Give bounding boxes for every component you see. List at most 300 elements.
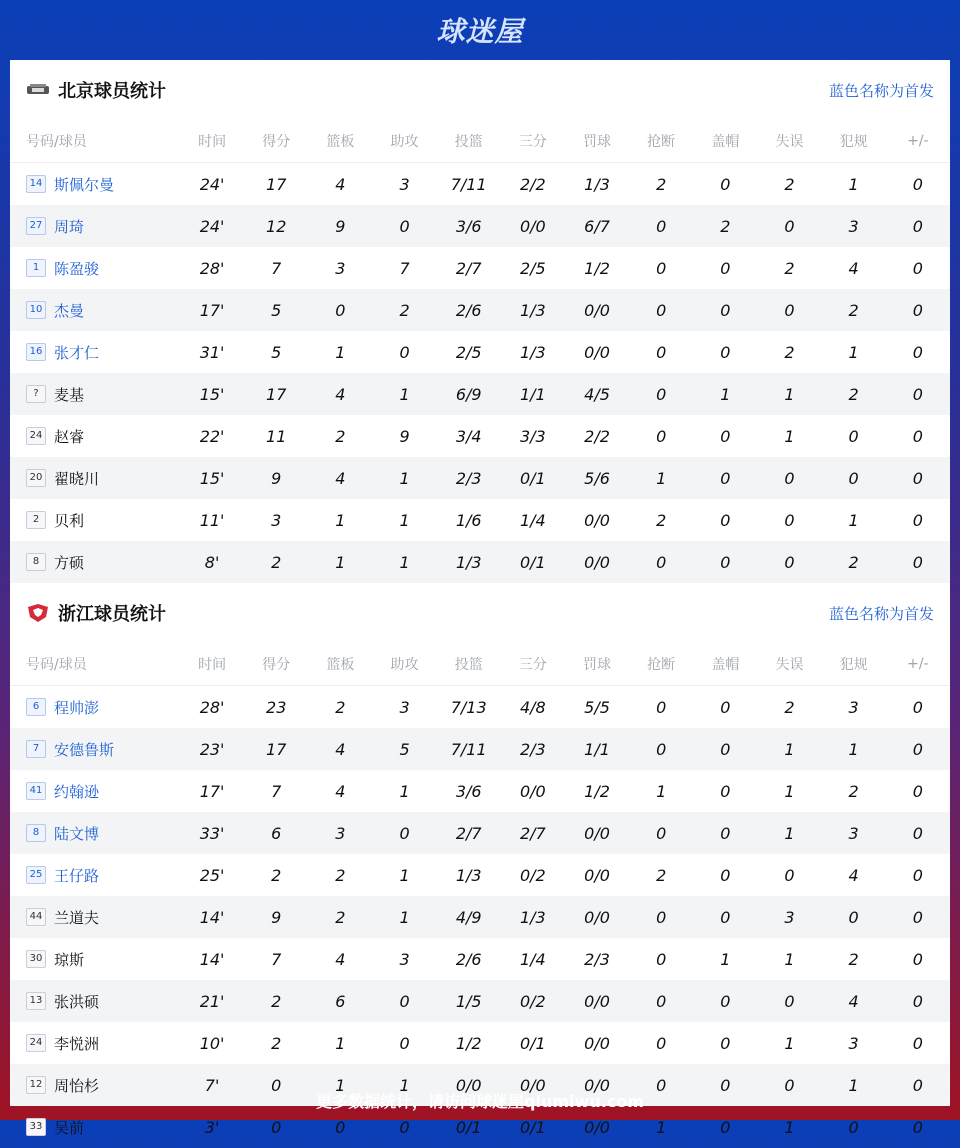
player-cell [10,331,180,373]
stat-cell: 7' [180,1064,244,1106]
stat-cell: 0 [912,697,923,717]
stat-cell: 0 [308,289,372,331]
stat-cell: 0 [886,728,950,770]
stat-cell: 4/9 [437,896,501,938]
stat-cell: 6 [308,980,372,1022]
stat-cell: 4 [308,728,372,770]
player-row[interactable] [10,728,950,770]
stat-cell: 0 [886,812,950,854]
stat-cell: 0 [629,541,693,583]
column-header: 失误 [757,120,821,163]
stat-cell: 2/5 [519,258,546,278]
stat-cell: 2/2 [584,426,610,446]
zhejiang-team-logo-icon [26,604,50,622]
jersey-number: 33 [26,1118,46,1136]
stat-cell: 1/2 [584,781,610,801]
stat-cell: 0 [757,980,821,1022]
stat-cell: 5 [372,728,436,770]
player-name[interactable]: 斯佩尔曼 [54,175,115,194]
stat-cell: 3 [399,949,410,969]
stat-cell: 1/5 [437,980,501,1022]
stat-cell: 1/4 [519,510,546,530]
stat-cell: 2/3 [437,457,501,499]
stat-cell: 0/0 [584,865,610,885]
jersey-number: 2 [26,511,46,529]
stat-cell: 1 [308,1064,372,1106]
stat-cell: 0/1 [519,1117,546,1137]
stat-cell: 1 [656,1117,667,1137]
player-name[interactable]: 李悦洲 [54,1034,100,1053]
player-cell [10,938,180,980]
player-row[interactable] [10,896,950,938]
stat-cell: 1 [629,457,693,499]
jersey-number: 7 [26,740,46,758]
stat-cell: 0/0 [565,541,629,583]
stat-cell: 2/7 [437,812,501,854]
stat-cell: 3 [848,697,859,717]
player-row[interactable] [10,770,950,812]
stat-cell: 0 [399,1117,410,1137]
player-row[interactable] [10,980,950,1022]
stat-cell: 0 [848,426,859,446]
stat-cell: 4 [308,373,372,415]
column-header: 时间 [180,643,244,686]
stat-cell: 0 [693,541,757,583]
player-row[interactable] [10,373,950,415]
stat-cell: 7/11 [437,728,501,770]
stat-cell: 0/1 [519,1033,546,1053]
stat-cell: 1 [656,781,667,801]
stat-cell: 0 [693,896,757,938]
stat-cell: 1 [784,1117,795,1137]
column-header: 罚球 [565,643,629,686]
beijing-team-logo-icon [26,81,50,99]
stat-cell: 1/3 [501,896,565,938]
player-name[interactable]: 程帅澎 [54,698,100,717]
stat-cell: 2 [822,289,886,331]
stat-cell: 0 [912,781,923,801]
stat-cell: 1 [335,342,346,362]
team-heading [26,600,166,626]
stat-cell: 0 [629,1064,693,1106]
player-name[interactable]: 陈盈骏 [54,259,100,278]
stat-cell: 0/1 [501,457,565,499]
player-row[interactable] [10,457,950,499]
stat-cell: 2 [244,980,308,1022]
stat-cell: 1 [784,781,795,801]
stat-cell: 8' [180,541,244,583]
team-heading [26,77,166,103]
player-row[interactable] [10,415,950,457]
stat-cell: 3 [822,205,886,247]
stat-cell: 1 [372,896,436,938]
player-row[interactable] [10,205,950,247]
stat-cell: 0 [244,1064,308,1106]
stat-cell: 0 [656,258,667,278]
column-header: 盖帽 [693,120,757,163]
stat-cell: 7 [399,258,410,278]
player-cell [10,728,180,770]
stat-cell: 0 [848,1117,859,1137]
column-header: 犯规 [822,643,886,686]
table-header-row [10,643,950,686]
stat-cell: 2 [784,174,795,194]
player-cell [10,812,180,854]
player-cell [10,854,180,896]
starter-legend: 蓝色名称为首发 [828,81,934,100]
stat-cell: 7 [271,258,282,278]
stat-cell: 0 [912,949,923,969]
column-header: 盖帽 [693,643,757,686]
stat-cell: 2/7 [455,258,482,278]
stat-cell: 0 [335,1117,346,1137]
jersey-number: 24 [26,427,46,445]
column-header: 犯规 [822,120,886,163]
stat-cell: 0 [656,1033,667,1053]
stat-cell: 1/4 [519,949,546,969]
stat-cell: 1/3 [519,342,546,362]
jersey-number: 27 [26,217,46,235]
player-name[interactable]: 周怡杉 [54,1076,100,1095]
stat-cell: 1 [784,426,795,446]
stat-cell: 3 [399,174,410,194]
player-name[interactable]: 兰道夫 [54,908,100,927]
jersey-number: 13 [26,992,46,1010]
stat-cell: 0/0 [519,781,546,801]
jersey-number: 8 [26,824,46,842]
player-cell [10,541,180,583]
stat-cell: 23 [266,697,287,717]
column-header: 篮板 [308,120,372,163]
column-header: 三分 [501,643,565,686]
stat-cell: 2/5 [455,342,482,362]
player-name[interactable]: 周琦 [54,217,85,236]
stat-cell: 0/0 [565,812,629,854]
jersey-number: ? [26,385,46,403]
player-row[interactable] [10,247,950,289]
stat-cell: 3 [757,896,821,938]
column-header: 篮板 [308,643,372,686]
player-row[interactable] [10,1022,950,1064]
stat-cell: 1 [399,781,410,801]
stat-cell: 3 [335,258,346,278]
stat-cell: 0 [886,896,950,938]
stat-cell: 1 [784,949,795,969]
stat-cell: 0 [720,781,731,801]
stat-cell: 4 [822,980,886,1022]
stat-cell: 0 [886,457,950,499]
stat-cell: 0 [886,205,950,247]
stat-cell: 0/2 [501,980,565,1022]
column-header: 得分 [244,643,308,686]
stat-cell: 0 [757,541,821,583]
stat-cell: 0 [629,728,693,770]
column-header: 助攻 [372,643,436,686]
player-name[interactable]: 张才仁 [54,343,100,362]
stat-cell: 3 [399,697,410,717]
stat-cell: 4 [848,258,859,278]
stat-cell: 12 [244,205,308,247]
stat-cell: 0 [693,812,757,854]
stat-cell: 2/6 [455,949,482,969]
stat-cell: 0/0 [501,205,565,247]
team-section [10,583,950,1148]
stat-cell: 0/2 [519,865,546,885]
stat-cell: 0 [784,510,795,530]
column-header: 罚球 [565,120,629,163]
player-name[interactable]: 张洪硕 [54,992,100,1011]
table-header-row [10,120,950,163]
stat-cell: 2 [848,781,859,801]
column-header: 投篮 [437,643,501,686]
stat-cell: 2 [784,697,795,717]
stat-cell: 3/4 [455,426,482,446]
player-cell [10,686,180,729]
column-header: 抢断 [629,643,693,686]
player-name[interactable]: 吴前 [54,1118,85,1137]
stat-cell: 2 [656,174,667,194]
player-name[interactable]: 约翰逊 [54,782,100,801]
stat-cell: 2 [244,541,308,583]
stat-cell: 0 [886,541,950,583]
player-row[interactable] [10,938,950,980]
stat-cell: 0/0 [565,289,629,331]
stat-cell: 2 [335,426,346,446]
player-name[interactable]: 杰曼 [54,301,85,320]
stat-cell: 0 [693,457,757,499]
column-header: 号码/球员 [10,120,180,163]
player-cell [10,247,180,289]
column-header: 号码/球员 [10,643,180,686]
player-stats-table [10,120,950,583]
stat-cell: 0 [629,896,693,938]
player-name[interactable]: 陆文博 [54,824,100,843]
stat-cell: 17 [244,373,308,415]
stat-cell: 1 [757,812,821,854]
player-name[interactable]: 安德鲁斯 [54,740,115,759]
stat-cell: 0 [822,896,886,938]
column-header: 失误 [757,643,821,686]
stat-cell: 1 [848,174,859,194]
player-row[interactable] [10,499,950,541]
stat-cell: 23' [180,728,244,770]
stat-cell: 0 [912,1033,923,1053]
stat-cell: 0 [629,205,693,247]
footer-banner [0,1080,960,1120]
stat-cell: 3 [308,812,372,854]
stat-cell: 3/6 [455,781,482,801]
stat-cell: 0 [720,865,731,885]
player-row[interactable] [10,163,950,206]
stat-cell: 0 [912,342,923,362]
stat-cell: 14' [199,949,225,969]
stat-cell: 2 [656,865,667,885]
stat-cell: 0 [886,980,950,1022]
stat-cell: 0 [757,205,821,247]
stat-cell: 2/2 [519,174,546,194]
player-row[interactable] [10,812,950,854]
stat-cell: 9 [308,205,372,247]
stat-cell: 4/5 [565,373,629,415]
column-header: 助攻 [372,120,436,163]
player-cell [10,1022,180,1064]
column-header: +/- [886,120,950,163]
stat-cell: 6/7 [565,205,629,247]
stat-cell: 0 [693,289,757,331]
stat-cell: 0 [912,258,923,278]
player-name[interactable]: 翟晓川 [54,469,100,488]
player-name[interactable]: 琼斯 [54,950,85,969]
stat-cell: 0 [757,1064,821,1106]
stat-cell: 1 [784,1033,795,1053]
stat-cell: 1/6 [455,510,482,530]
stat-cell: 0/0 [565,980,629,1022]
stat-cell: 11' [199,510,225,530]
player-cell [10,289,180,331]
stat-cell: 1 [372,1064,436,1106]
stat-cell: 0 [912,865,923,885]
stat-cell: 0 [912,510,923,530]
stat-cell: 1/2 [584,258,610,278]
stat-cell: 4 [335,781,346,801]
column-header: 得分 [244,120,308,163]
starter-legend: 蓝色名称为首发 [828,604,934,623]
player-row[interactable] [10,331,950,373]
jersey-number: 10 [26,301,46,319]
stat-cell: 1 [720,949,731,969]
stat-cell: 9 [244,896,308,938]
stat-cell: 0 [372,205,436,247]
stat-cell: 0 [757,289,821,331]
stat-cell: 10' [199,1033,225,1053]
footer-text[interactable]: 更多数据统计，请访问球迷屋qiumiwu.com [316,1091,644,1111]
stat-cell: 1/2 [455,1033,482,1053]
stat-cell: 0/1 [501,541,565,583]
stat-cell: 3 [822,812,886,854]
stat-cell: 17' [199,781,225,801]
player-cell [10,896,180,938]
column-header: 时间 [180,120,244,163]
player-row[interactable] [10,541,950,583]
stat-cell: 4 [848,865,859,885]
stat-cell: 1 [372,457,436,499]
player-row[interactable] [10,686,950,729]
player-name[interactable]: 赵睿 [54,427,85,446]
stat-cell: 0 [784,865,795,885]
stat-cell: 1 [757,728,821,770]
stat-cell: 5 [271,342,282,362]
jersey-number: 30 [26,950,46,968]
stat-cell: 2 [335,697,346,717]
player-cell [10,499,180,541]
stat-cell: 2/6 [437,289,501,331]
stat-cell: 24' [180,205,244,247]
top-banner [0,0,960,60]
stat-cell: 7 [271,781,282,801]
stat-cell: 1/1 [501,373,565,415]
stat-cell: 0 [912,426,923,446]
stat-cell: 1/3 [437,541,501,583]
stat-cell: 0 [822,457,886,499]
stat-cell: 0/0 [437,1064,501,1106]
stat-cell: 6/9 [437,373,501,415]
player-name[interactable]: 方硕 [54,553,85,572]
stat-cell: 1 [399,865,410,885]
stat-cell: 1 [372,541,436,583]
player-cell [10,415,180,457]
stat-cell: 3/6 [437,205,501,247]
stat-cell: 0/0 [584,342,610,362]
stat-cell: 0/0 [584,510,610,530]
stat-cell: 1 [372,373,436,415]
player-stats-table [10,643,950,1148]
stat-cell: 15' [180,373,244,415]
stat-cell: 0 [886,1064,950,1106]
jersey-number: 1 [26,259,46,277]
site-logo[interactable]: 球迷屋 [436,15,524,48]
stat-cell: 0 [629,812,693,854]
stat-cell: 11 [266,426,287,446]
stat-cell: 3 [848,1033,859,1053]
stat-cell: 2 [308,896,372,938]
stat-cell: 0 [912,174,923,194]
stat-cell: 7 [271,949,282,969]
stat-cell: 25' [199,865,225,885]
stat-cell: 33' [180,812,244,854]
stat-cell: 3 [271,510,282,530]
stat-cell: 0 [629,980,693,1022]
team-section [10,60,950,583]
stat-cell: 7/11 [450,174,487,194]
player-name[interactable]: 王仔路 [54,866,100,885]
stat-cell: 2 [656,510,667,530]
stat-cell: 0 [720,1117,731,1137]
player-name[interactable]: 贝利 [54,511,85,530]
player-cell [10,457,180,499]
stat-cell: 2 [271,865,282,885]
stat-cell: 0 [656,697,667,717]
player-cell [10,980,180,1022]
stat-cell: 15' [180,457,244,499]
section-header [10,583,950,643]
stat-cell: 2 [335,865,346,885]
stat-cell: 24' [199,174,225,194]
jersey-number: 24 [26,1034,46,1052]
stat-cell: 0 [399,342,410,362]
stat-cell: 31' [199,342,225,362]
player-row[interactable] [10,854,950,896]
stat-cell: 6 [244,812,308,854]
jersey-number: 41 [26,782,46,800]
stat-cell: 3' [204,1117,220,1137]
stat-cell: 2 [271,1033,282,1053]
stat-cell: 5/5 [584,697,610,717]
player-name[interactable]: 麦基 [54,385,85,404]
stat-cell: 0/0 [565,896,629,938]
stat-cell: 1 [757,373,821,415]
player-row[interactable] [10,289,950,331]
column-header: 三分 [501,120,565,163]
stat-cell: 0 [720,697,731,717]
stat-cell: 1/3 [501,289,565,331]
stat-cell: 1 [335,1033,346,1053]
stat-cell: 0/0 [565,1064,629,1106]
stat-cell: 0/1 [455,1117,482,1137]
stat-cell: 0 [720,510,731,530]
stat-cell: 2 [784,258,795,278]
stat-cell: 0 [629,373,693,415]
stat-cell: 0 [372,980,436,1022]
